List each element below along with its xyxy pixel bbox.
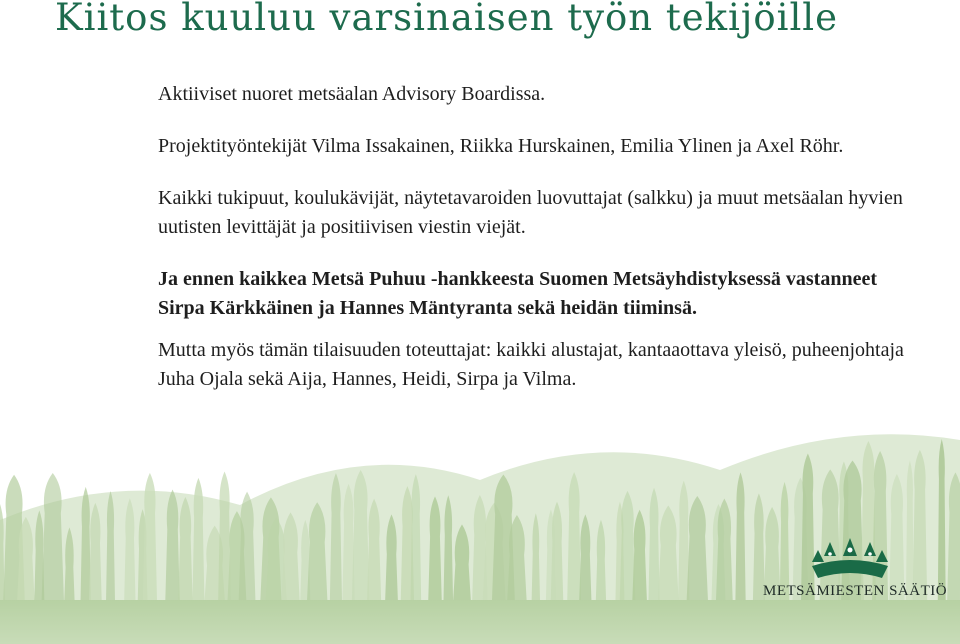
tree xyxy=(41,473,64,610)
paragraph-metsa-puhuu: Ja ennen kaikkea Metsä Puhuu -hankkeesta Suomen Metsäyhdistyksessä vastanneet Sirpa Kärkkäinen ja Hannes Mäntyranta sekä heidän tiiminsä. xyxy=(158,268,877,319)
paragraph-supporters: Kaikki tukipuut, koulukävijät, näytetavaroiden luovuttajat (salkku) ja muut metsäalan hyvien uutisten levittäjät ja positiivisen viestin viejät. xyxy=(158,187,903,238)
tree xyxy=(735,472,746,610)
page-title: Kiitos kuuluu varsinaisen työn tekijöille xyxy=(55,0,839,39)
logo-name: METSÄMIESTEN SÄÄTIÖ xyxy=(763,583,948,599)
tree xyxy=(410,474,421,610)
paragraph-organizers: Mutta myös tämän tilaisuuden toteuttajat: kaikki alustajat, kantaaottava yleisö, puheenjohtaja Juha Ojala sekä Aija, Hannes, Heidi, Sirpa ja Vilma. xyxy=(158,339,904,390)
tree xyxy=(352,470,370,610)
tree xyxy=(330,473,342,610)
forest-ground xyxy=(0,600,960,644)
paragraph-advisory-board: Aktiiviset nuoret metsäalan Advisory Boardissa. xyxy=(158,83,546,105)
tree xyxy=(143,473,158,610)
tree xyxy=(567,472,581,610)
tree xyxy=(192,478,204,610)
paragraph-project-workers: Projektityöntekijät Vilma Issakainen, Riikka Hurskainen, Emilia Ylinen ja Axel Röhr. xyxy=(158,135,844,157)
acknowledgement-text xyxy=(158,80,918,417)
